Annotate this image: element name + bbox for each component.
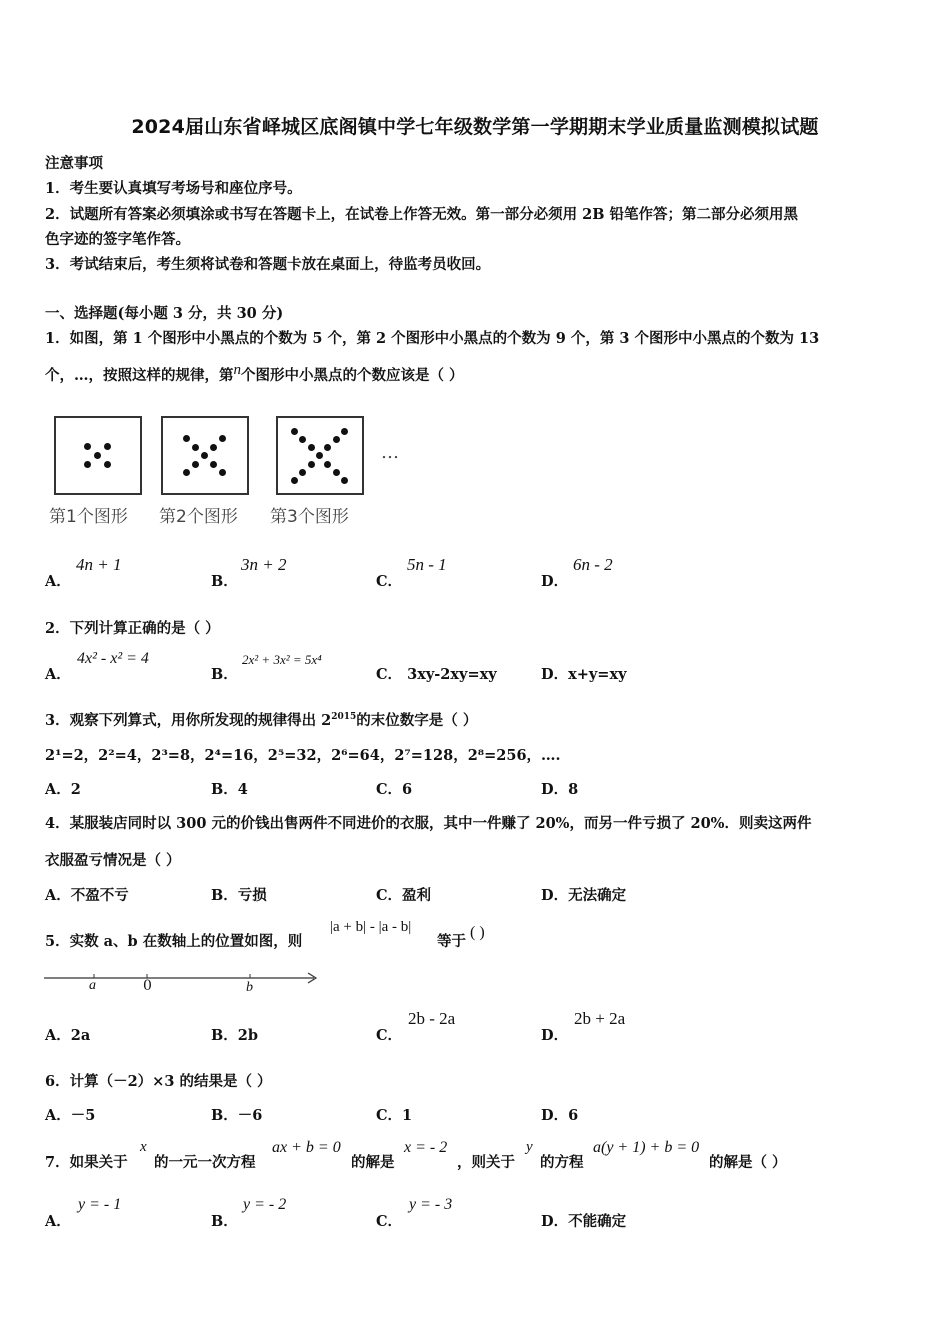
figure-1	[54, 416, 142, 495]
q7-eq3: a(y + 1) + b = 0	[593, 1139, 700, 1156]
q7-p6: 的解是（ ）	[709, 1154, 787, 1171]
q7-option-a[interactable]: A．	[45, 1213, 71, 1230]
q2-option-b-expr: 2x² + 3x² = 5x⁴	[242, 652, 322, 667]
q6-option-b[interactable]: B．－6	[211, 1107, 263, 1124]
page-title: 2024届山东省峄城区底阁镇中学七年级数学第一学期期末学业质量监测模拟试题	[131, 116, 819, 138]
q1-option-d-expr: 6n - 2	[573, 555, 613, 574]
q7-option-d[interactable]: D．不能确定	[541, 1213, 627, 1230]
q1-option-c[interactable]: C．	[376, 573, 403, 590]
q7-p4: ，则关于	[457, 1154, 515, 1171]
q5-option-a[interactable]: A．2a	[45, 1027, 91, 1044]
q7-p3: 的解是	[351, 1154, 395, 1171]
q1-option-b-expr: 3n + 2	[241, 555, 287, 574]
q4-option-c[interactable]: C．盈利	[376, 887, 432, 904]
q5-expr: |a + b| - |a - b|	[330, 919, 412, 935]
q5-option-d-expr: 2b + 2a	[574, 1009, 626, 1028]
figure-ellipsis: …	[381, 442, 399, 463]
q4-line2: 衣服盈亏情况是（ ）	[45, 852, 181, 869]
figure-3	[276, 416, 364, 495]
q2-option-d[interactable]: D．x+y=xy	[541, 666, 627, 683]
q3-option-c[interactable]: C．6	[376, 781, 413, 798]
q2-option-b[interactable]: B．	[211, 666, 238, 683]
q7-var-y: y	[526, 1139, 533, 1155]
q2-option-a-expr: 4x² - x² = 4	[77, 650, 149, 667]
q5-option-c-expr: 2b - 2a	[408, 1009, 456, 1028]
q4-option-d[interactable]: D．无法确定	[541, 887, 627, 904]
q7-option-b-expr: y = - 2	[243, 1196, 287, 1213]
q7-p2: 的一元一次方程	[154, 1154, 256, 1171]
q5-stem-b: 等于	[437, 933, 466, 950]
notice-item: 2．试题所有答案必须填涂或书写在答题卡上，在试卷上作答无效。第一部分必须用 2B 铅笔作答；第二部分必须用黑	[45, 206, 799, 223]
q5-option-c[interactable]: C．	[376, 1027, 403, 1044]
figure-2-label: 第2个图形	[159, 507, 238, 527]
q4-option-b[interactable]: B．亏损	[211, 887, 267, 904]
q7-eq2: x = - 2	[404, 1139, 448, 1156]
q6-option-c[interactable]: C．1	[376, 1107, 413, 1124]
q7-p1: 7．如果关于	[45, 1154, 128, 1171]
q1-option-d[interactable]: D．	[541, 573, 569, 590]
q7-var-x: x	[140, 1139, 147, 1155]
q4-option-a[interactable]: A．不盈不亏	[45, 887, 129, 904]
figure-1-label: 第1个图形	[49, 507, 128, 527]
q4-line1: 4．某服装店同时以 300 元的价钱出售两件不同进价的衣服，其中一件赚了 20%，而另一件亏损了 20%．则卖这两件	[45, 815, 812, 832]
q1-option-c-expr: 5n - 1	[407, 555, 447, 574]
q7-option-a-expr: y = - 1	[78, 1196, 122, 1213]
q1-option-a-expr: 4n + 1	[76, 555, 122, 574]
q5-option-b[interactable]: B．2b	[211, 1027, 258, 1044]
q5-stem-a: 5．实数 a、b 在数轴上的位置如图，则	[45, 933, 303, 950]
q3-option-b[interactable]: B．4	[211, 781, 248, 798]
q1-line1: 1．如图，第 1 个图形中小黑点的个数为 5 个，第 2 个图形中小黑点的个数为 9 个，第 3 个图形中小黑点的个数为 13	[45, 330, 820, 347]
figure-2	[161, 416, 249, 495]
q1-option-a[interactable]: A．	[45, 573, 71, 590]
q3-series: 2¹=2，2²=4，2³=8，2⁴=16，2⁵=32，2⁶=64，2⁷=128，2⁸=256，….	[45, 747, 561, 764]
q6-option-d[interactable]: D．6	[541, 1107, 579, 1124]
q3-option-d[interactable]: D．8	[541, 781, 579, 798]
notice-item: 3．考试结束后，考生须将试卷和答题卡放在桌面上，待监考员收回。	[45, 256, 491, 273]
q3-stem: 3．观察下列算式，用你所发现的规律得出 $2^{2015}$的末位数字是（ ）	[45, 712, 478, 729]
axis-label-b: b	[246, 980, 253, 995]
notice-item: 1．考生要认真填写考场号和座位序号。	[45, 180, 302, 197]
q1-option-b[interactable]: B．	[211, 573, 238, 590]
axis-label-0: 0	[143, 978, 152, 994]
q6-option-a[interactable]: A．－5	[45, 1107, 96, 1124]
q7-option-c[interactable]: C．	[376, 1213, 403, 1230]
var-n: n	[233, 362, 241, 378]
q2-option-a[interactable]: A．	[45, 666, 71, 683]
q1-line2: 个，…，按照这样的规律，第n个图形中小黑点的个数应该是（ ）	[45, 362, 464, 384]
axis-label-a: a	[89, 978, 96, 993]
q7-option-b[interactable]: B．	[211, 1213, 238, 1230]
section-heading: 一、选择题(每小题 3 分，共 30 分)	[45, 305, 284, 322]
number-line	[44, 968, 324, 998]
notice-item: 色字迹的签字笔作答。	[45, 231, 190, 248]
q3-option-a[interactable]: A．2	[45, 781, 81, 798]
notice-heading: 注意事项	[45, 155, 103, 172]
q7-p5: 的方程	[540, 1154, 584, 1171]
q2-stem: 2．下列计算正确的是（ ）	[45, 620, 220, 637]
q7-eq1: ax + b = 0	[272, 1139, 341, 1156]
q6-stem: 6．计算（－2）×3 的结果是（ ）	[45, 1073, 272, 1090]
q5-option-d[interactable]: D．	[541, 1027, 569, 1044]
figure-3-label: 第3个图形	[270, 507, 349, 527]
q5-paren: ( )	[470, 924, 485, 941]
q7-option-c-expr: y = - 3	[409, 1196, 453, 1213]
q2-option-c[interactable]: C． 3xy-2xy=xy	[376, 666, 497, 683]
